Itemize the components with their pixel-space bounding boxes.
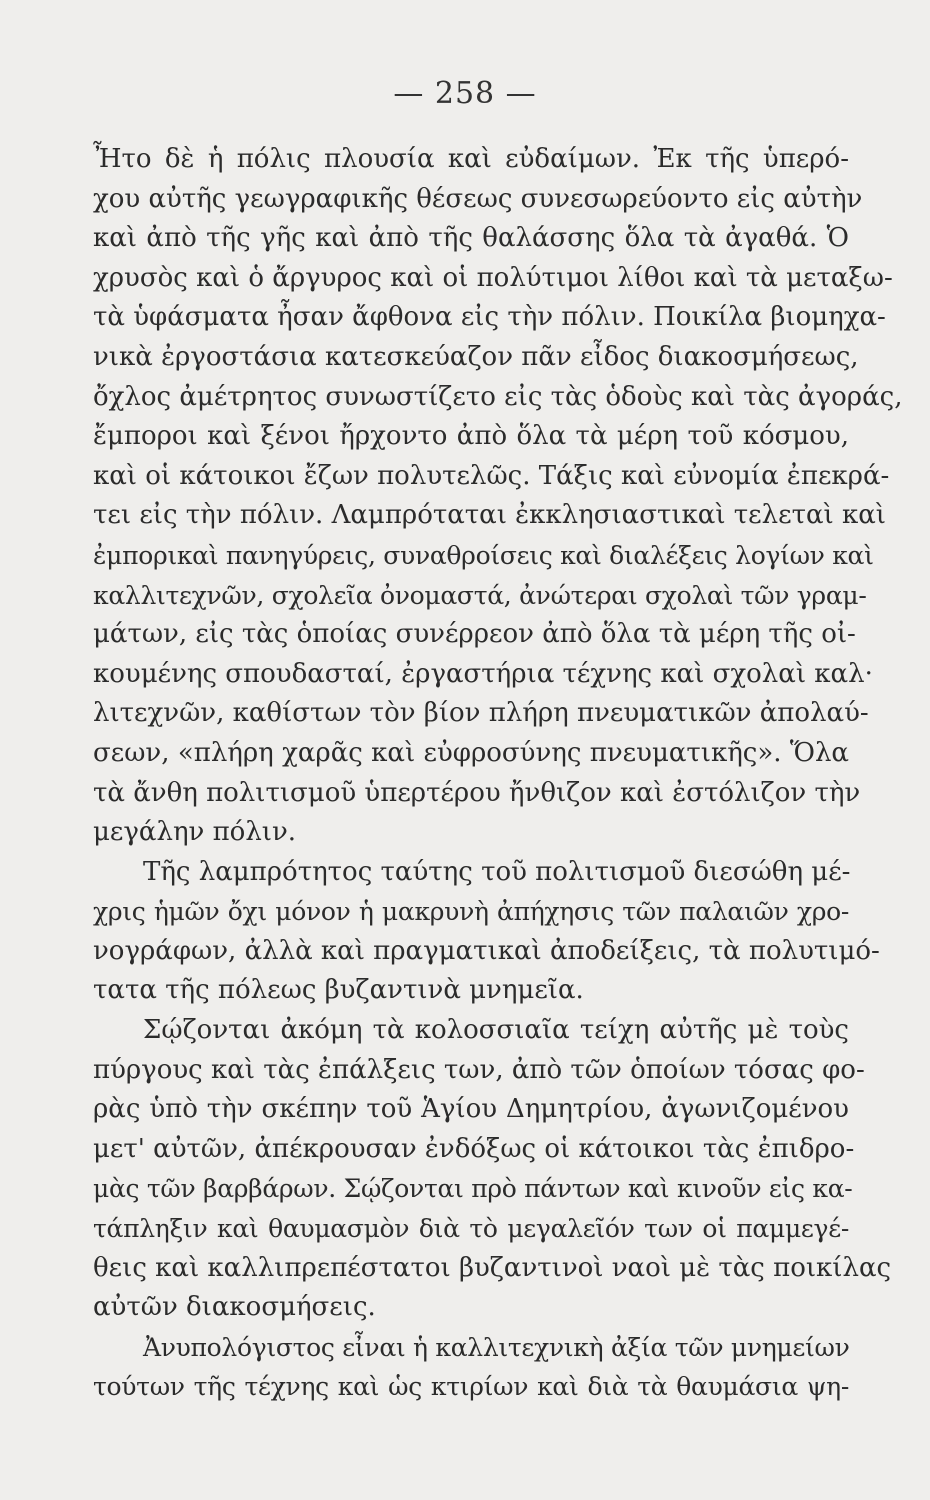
text-line: μεγάλην πόλιν. xyxy=(93,817,297,848)
text-line: θεις καὶ καλλιπρεπέστατοι βυζαντινοὶ ναοὶ μὲ τὰς ποικίλας xyxy=(93,1252,892,1283)
text-line: τει εἰς τὴν πόλιν. Λαμπρόταται ἐκκλησιαστικαὶ τελεταὶ καὶ xyxy=(93,500,886,531)
text-line: Ἀνυπολόγιστος εἶναι ἡ καλλιτεχνικὴ ἀξία τῶν μνημείων xyxy=(143,1332,850,1362)
text-line: τάπληξιν καὶ θαυμασμὸν διὰ τὸ μεγαλεῖόν των οἱ παμμεγέ- xyxy=(93,1214,849,1244)
text-line: χου αὐτῆς γεωγραφικῆς θέσεως συνεσωρεύοντο εἰς αὐτὴν xyxy=(93,183,863,214)
page-number: — 258 — xyxy=(393,76,537,111)
text-line: ἔμποροι καὶ ξένοι ἤρχοντο ἀπὸ ὅλα τὰ μέρη τοῦ κόσμου, xyxy=(93,421,849,452)
text-line: Σῴζονται ἀκόμη τὰ κολοσσιαῖα τείχη αὐτῆς μὲ τοὺς xyxy=(143,1015,849,1046)
text-line: πύργους καὶ τὰς ἐπάλξεις των, ἀπὸ τῶν ὁποίων τόσας φο- xyxy=(93,1054,865,1085)
text-line: καὶ οἱ κάτοικοι ἔζων πολυτελῶς. Τάξις καὶ εὐνομία ἐπεκρά- xyxy=(93,460,890,491)
text-line: τὰ ἄνθη πολιτισμοῦ ὑπερτέρου ἤνθιζον καὶ ἐστόλιζον τὴν xyxy=(93,777,861,808)
text-line: τὰ ὑφάσματα ἦσαν ἄφθονα εἰς τὴν πόλιν. Ποικίλα βιομηχα- xyxy=(93,302,886,333)
text-line: μετ' αὐτῶν, ἀπέκρουσαν ἐνδόξως οἱ κάτοικοι τὰς ἐπιδρο- xyxy=(93,1133,855,1164)
text-line: κουμένης σπουδασταί, ἐργαστήρια τέχνης καὶ σχολαὶ καλ· xyxy=(93,658,873,689)
text-line: χρυσὸς καὶ ὁ ἄργυρος καὶ οἱ πολύτιμοι λίθοι καὶ τὰ μεταξω- xyxy=(93,262,893,293)
text-line: ὄχλος ἀμέτρητος συνωστίζετο εἰς τὰς ὁδοὺς καὶ τὰς ἀγοράς, xyxy=(93,381,903,412)
text-line: Ἦτο δὲ ἡ πόλις πλουσία καὶ εὐδαίμων. Ἐκ τῆς ὑπερό- xyxy=(93,144,849,174)
body-text xyxy=(93,140,903,1407)
text-line: τατα τῆς πόλεως βυζαντινὰ μνημεῖα. xyxy=(93,975,584,1006)
text-line: τούτων τῆς τέχνης καὶ ὡς κτιρίων καὶ διὰ τὰ θαυμάσια ψη- xyxy=(93,1372,849,1402)
text-line: σεων, «πλήρη χαρᾶς καὶ εὐφροσύνης πνευματικῆς». Ὅλα xyxy=(93,737,849,768)
text-line: μάτων, εἰς τὰς ὁποίας συνέρρεον ἀπὸ ὅλα τὰ μέρη τῆς οἰ- xyxy=(93,619,856,650)
text-line: ρὰς ὑπὸ τὴν σκέπην τοῦ Ἁγίου Δημητρίου, ἀγωνιζομένου xyxy=(93,1094,849,1125)
text-line: νογράφων, ἀλλὰ καὶ πραγματικαὶ ἀποδείξεις, τὰ πολυτιμό- xyxy=(93,935,880,966)
text-line: καὶ ἀπὸ τῆς γῆς καὶ ἀπὸ τῆς θαλάσσης ὅλα τὰ ἀγαθά. Ὁ xyxy=(93,223,849,254)
text-line: καλλιτεχνῶν, σχολεῖα ὀνομαστά, ἀνώτεραι σχολαὶ τῶν γραμ- xyxy=(93,580,867,610)
text-line: ἐμπορικαὶ πανηγύρεις, συναθροίσεις καὶ διαλέξεις λογίων καὶ xyxy=(93,540,874,570)
text-line: νικὰ ἐργοστάσια κατεσκεύαζον πᾶν εἶδος διακοσμήσεως, xyxy=(93,341,859,372)
text-line: λιτεχνῶν, καθίστων τὸν βίον πλήρη πνευματικῶν ἀπολαύ- xyxy=(93,698,869,729)
text-line: χρις ἡμῶν ὄχι μόνον ἡ μακρυνὴ ἀπήχησις τῶν παλαιῶν χρο- xyxy=(93,897,849,927)
text-line: Τῆς λαμπρότητος ταύτης τοῦ πολιτισμοῦ διεσώθη μέ- xyxy=(143,856,851,887)
text-line: αὐτῶν διακοσμήσεις. xyxy=(93,1292,376,1323)
text-line: μὰς τῶν βαρβάρων. Σῴζονται πρὸ πάντων καὶ κινοῦν εἰς κα- xyxy=(93,1174,853,1204)
